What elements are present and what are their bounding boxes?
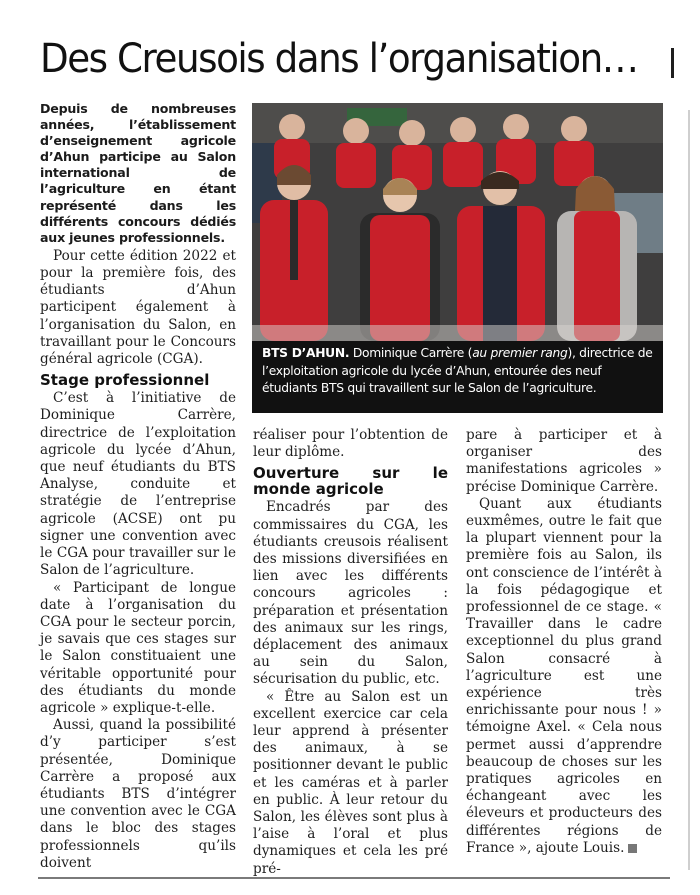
group-photo-illustration: [252, 103, 663, 341]
subhead-ouverture: Ouverture sur le monde agricole: [253, 464, 448, 499]
paragraph-3-continued: réaliser pour l’obtention de leur diplôme.: [253, 427, 448, 461]
bottom-rule: [38, 877, 670, 879]
caption-part-2: ), directrice de l’exploitation agricole du lycée d’Ahun, entourée des neuf étudiants BTS qui travaillent sur le Salon de l’agriculture.: [262, 346, 653, 396]
page-edge: [688, 110, 690, 870]
paragraph-5-start: « Être au Salon est un excellent exercice car cela leur apprend à présenter des animaux, à se positionner devant le public et les caméras et à parler en public. À leur retour du Salon, les élèves sont plus à l’aise à l’oral et plus dynamiques et cela les pré pré-: [253, 688, 448, 877]
photo-caption: [252, 341, 663, 413]
chapeau: Depuis de nombreuses années, l’établissement d’enseignement agricole d’Ahun participe au Salon international de l’agriculture en étant représenté dans les différents concours dédiés aux jeunes professionnels.: [40, 101, 236, 245]
paragraph-4: Encadrés par des commissaires du CGA, les étudiants creusois réalisent des missions diversifiées en lien avec les différents concours agricoles : préparation et présentation des animaux sur les rings, déplacement des animaux au sein du Salon, sécurisation du public, etc.: [253, 499, 448, 688]
intro-paragraph: Pour cette édition 2022 et pour la première fois, des étudiants d’Ahun participent également à l’organisation du Salon, en travaillant pour le Concours général agricole (CGA).: [40, 247, 236, 368]
group-photo: [252, 103, 663, 341]
paragraph-5-end: pare à participer et à organiser des manifestations agricoles » précise Dominique Carrère.: [466, 427, 662, 495]
headline: Des Creusois dans l’organisation…: [40, 34, 638, 82]
paragraph-1: C’est à l’initiative de Dominique Carrère, directrice de l’exploitation agricole du lycée d’Ahun, que neuf étudiants du BTS Analyse, conduite et stratégie de l’entreprise agricole (ACSE) ont pu signer une convention avec le CGA pour travailler sur le Salon de l’agriculture.: [40, 390, 236, 579]
end-of-article-square: [628, 844, 637, 853]
subhead-stage: Stage professionnel: [40, 371, 210, 390]
caption-italic: au premier rang: [472, 346, 568, 360]
column-1: [40, 101, 236, 872]
headline-rule: [671, 48, 674, 78]
paragraph-2: « Participant de longue date à l’organisation du CGA pour le secteur porcin, je savais que ces stages sur le Salon constituaient une véritable opportunité pour des étudiants du monde agricole » explique-t-elle.: [40, 579, 236, 716]
caption-lead: BTS D’AHUN.: [262, 346, 350, 360]
caption-part-1: Dominique Carrère (: [349, 346, 473, 360]
paragraph-3: Aussi, quand la possibilité d’y participer s’est présentée, Dominique Carrère a proposé aux étudiants BTS d’intégrer une convention avec le CGA dans le bloc des stages professionnels qu’ils doivent: [40, 717, 236, 871]
column-3: [466, 427, 662, 857]
column-2: [253, 427, 448, 878]
paragraph-6-text: Quant aux étudiants euxmêmes, outre le fait que la plupart viennent pour la première fois au Salon, ils ont conscience de l’intérêt à la fois pédagogique et professionnel de ce stage. « Travailler dans le cadre exceptionnel du plus grand Salon consacré à l’agriculture est une expérience très enrichissante pour nous ! » témoigne Axel. « Cela nous permet aussi d’apprendre beaucoup de choses sur les pratiques agricoles en échangeant avec les éleveurs et producteurs des différentes régions de France », ajoute Louis.: [466, 495, 662, 856]
paragraph-6: [466, 496, 662, 857]
